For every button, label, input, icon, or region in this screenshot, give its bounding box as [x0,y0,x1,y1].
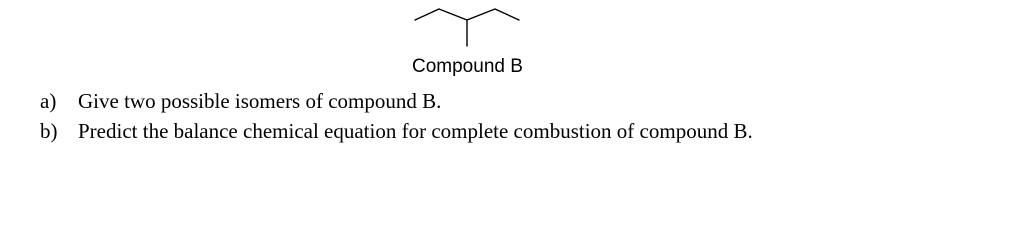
question-a-text: Give two possible isomers of compound B. [78,89,442,113]
compound-caption: Compound B [412,56,523,77]
carbon-chain-bonds [415,9,519,20]
question-b-text: Predict the balance chemical equation for complete combustion of compound B. [78,119,753,143]
question-b [40,119,753,143]
skeletal-structure-compound-b [412,4,522,50]
question-a-marker: a) [40,89,57,113]
question-a [40,89,441,113]
question-b-marker: b) [40,119,58,143]
